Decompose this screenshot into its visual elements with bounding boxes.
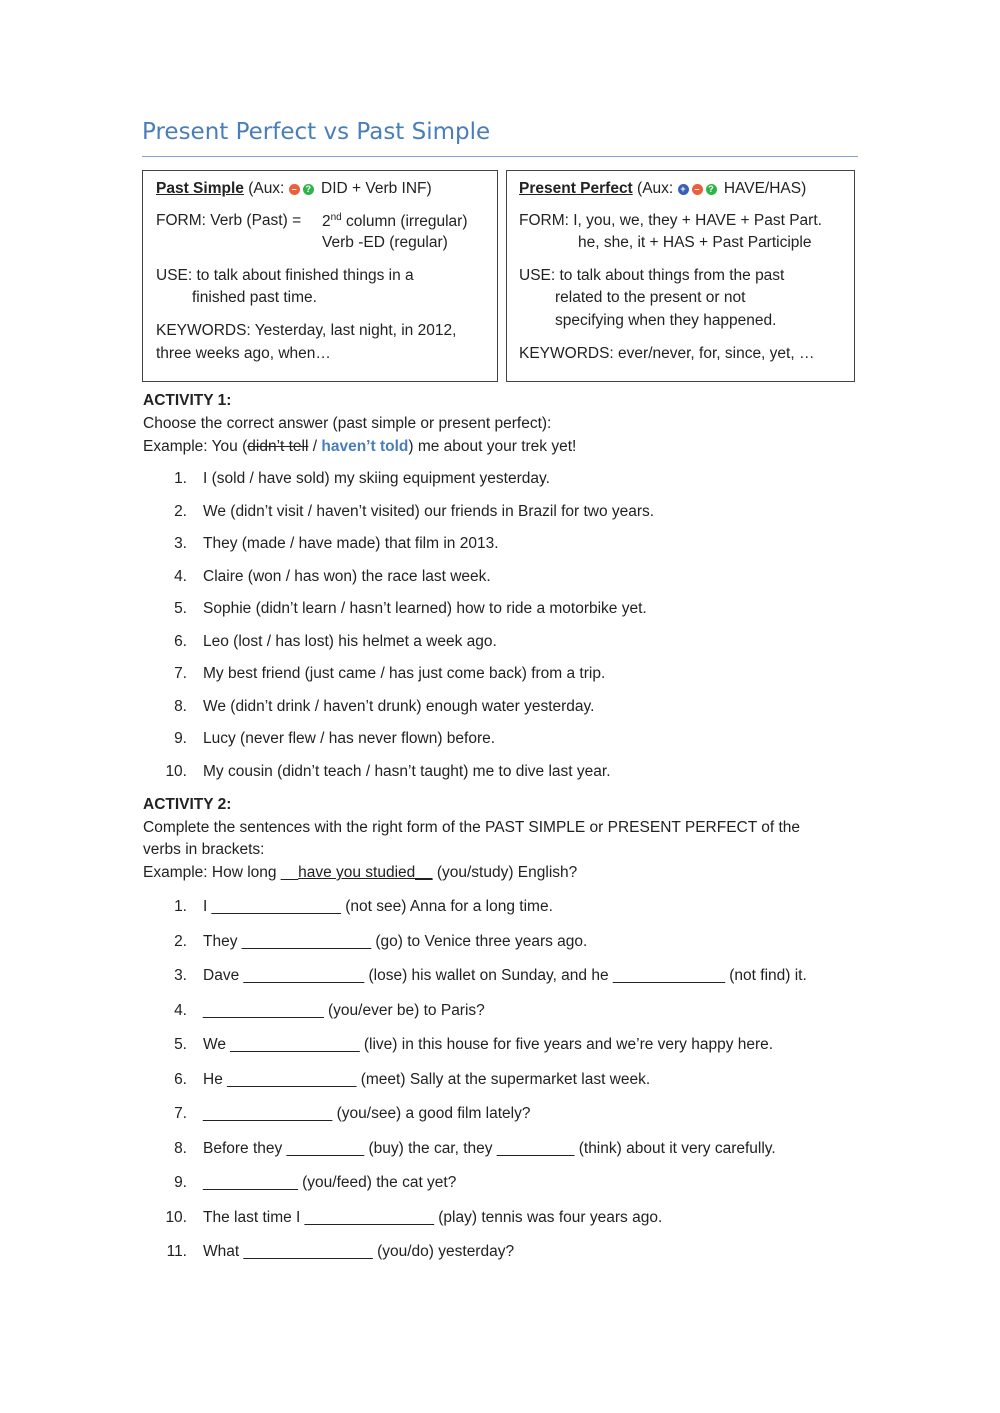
activity-1-instruction: Choose the correct answer (past simple or present perfect): [143,415,552,432]
list-item[interactable]: Claire (won / has won) the race last week. [203,567,491,585]
list-item[interactable]: They _______________ (go) to Venice three years ago. [203,932,588,950]
activity-2-heading: ACTIVITY 2: [143,796,232,813]
item-number: 3. [174,967,187,984]
item-number: 1. [174,898,187,915]
plus-icon: + [678,184,689,195]
form-line-1: FORM: I, you, we, they + HAVE + Past Part. [519,212,822,229]
list-item[interactable]: We _______________ (live) in this house for five years and we’re very happy here. [203,1036,774,1053]
item-number: 7. [174,665,187,682]
list-item[interactable]: ______________ (you/ever be) to Paris? [203,1001,485,1019]
form-label: FORM: Verb (Past) = [156,212,302,229]
form-line-2: he, she, it + HAS + Past Participle [578,234,812,251]
form-line-2: Verb -ED (regular) [322,234,448,251]
past-simple-box [142,170,498,382]
item-number: 6. [174,1070,187,1088]
item-number: 9. [174,730,187,747]
activity-2-example: Example: How long __have you studied__ (you/study) English? [143,864,578,881]
item-number: 5. [174,600,187,617]
item-number: 11. [166,1243,187,1260]
activity-2-instruction-1: Complete the sentences with the right form of the PAST SIMPLE or PRESENT PERFECT of the [143,819,801,836]
activity-1-heading: ACTIVITY 1: [143,392,232,409]
item-number: 4. [174,1001,187,1019]
list-item[interactable]: My cousin (didn’t teach / hasn’t taught) me to dive last year. [203,762,611,780]
item-number: 3. [174,535,187,552]
activity-2-instruction-2: verbs in brackets: [143,841,265,858]
item-number: 9. [174,1174,187,1191]
form-line-1: 2nd column (irregular) [322,212,468,231]
use-line-1: USE: to talk about finished things in a [156,267,414,284]
item-number: 10. [165,762,187,780]
item-number: 1. [174,470,187,487]
use-line-2: finished past time. [192,289,317,306]
list-item[interactable]: Dave ______________ (lose) his wallet on Sunday, and he _____________ (not find) it. [203,967,807,984]
item-number: 4. [174,567,187,585]
aux-text: HAVE/HAS) [723,180,807,197]
list-item[interactable]: I (sold / have sold) my skiing equipment yesterday. [203,470,550,487]
present-perfect-box [506,170,855,382]
past-simple-header [156,180,432,198]
list-item[interactable]: Before they _________ (buy) the car, they _________ (think) about it very carefully. [203,1139,776,1157]
page-title: Present Perfect vs Past Simple [142,119,491,145]
item-number: 5. [174,1036,187,1053]
list-item[interactable]: I _______________ (not see) Anna for a long time. [203,898,553,915]
item-number: 2. [174,502,187,520]
list-item[interactable]: He _______________ (meet) Sally at the supermarket last week. [203,1070,651,1088]
item-number: 8. [174,697,187,715]
aux-text: DID + Verb INF) [321,180,432,197]
list-item[interactable]: They (made / have made) that film in 2013. [203,535,499,552]
item-number: 7. [174,1105,187,1122]
past-simple-heading: Past Simple [156,180,244,197]
use-line-2: related to the present or not [555,289,746,306]
list-item[interactable]: _______________ (you/see) a good film lately? [203,1105,531,1122]
present-perfect-heading: Present Perfect [519,180,633,197]
list-item[interactable]: Lucy (never flew / has never flown) before. [203,730,496,747]
list-item[interactable]: Leo (lost / has lost) his helmet a week ago. [203,632,497,650]
minus-icon: – [692,184,703,195]
list-item[interactable]: We (didn’t drink / haven’t drunk) enough water yesterday. [203,697,595,715]
list-item[interactable]: What _______________ (you/do) yesterday? [203,1243,515,1260]
item-number: 2. [174,932,187,950]
title-divider [142,156,858,157]
keywords-line-2: three weeks ago, when… [156,345,331,362]
keywords-line: KEYWORDS: ever/never, for, since, yet, … [519,345,815,362]
list-item[interactable]: The last time I _______________ (play) tennis was four years ago. [203,1208,663,1226]
keywords-line-1: KEYWORDS: Yesterday, last night, in 2012, [156,322,457,339]
item-number: 10. [165,1208,187,1226]
aux-label: (Aux: [248,180,285,197]
question-icon: ? [303,184,314,195]
present-perfect-header [519,180,806,198]
use-line-3: specifying when they happened. [555,312,777,329]
question-icon: ? [706,184,717,195]
list-item[interactable]: We (didn’t visit / haven’t visited) our friends in Brazil for two years. [203,502,655,520]
use-line-1: USE: to talk about things from the past [519,267,785,284]
list-item[interactable]: My best friend (just came / has just come back) from a trip. [203,665,606,682]
item-number: 8. [174,1139,187,1157]
list-item[interactable]: Sophie (didn’t learn / hasn’t learned) how to ride a motorbike yet. [203,600,647,617]
list-item[interactable]: ___________ (you/feed) the cat yet? [203,1174,457,1191]
minus-icon: – [289,184,300,195]
item-number: 6. [174,632,187,650]
activity-1-example: Example: You (didn’t tell / haven’t told) me about your trek yet! [143,438,577,455]
aux-label: (Aux: [637,180,674,197]
